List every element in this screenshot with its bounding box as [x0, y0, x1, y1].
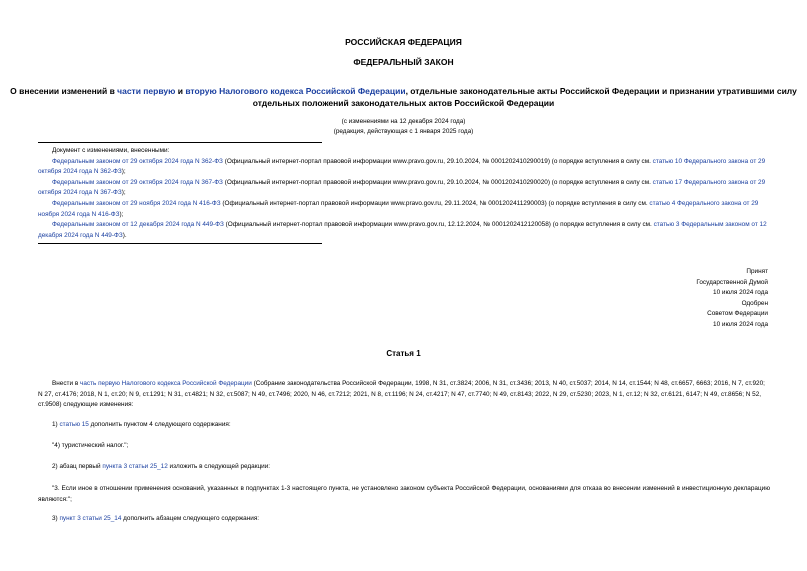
- changes-intro: Документ с изменениями, внесенными:: [52, 147, 170, 154]
- paragraph-text: дополнить абзацем следующего содержания:: [121, 515, 260, 522]
- divider-bottom: [38, 243, 322, 244]
- title-link-part-one[interactable]: части первую: [117, 86, 176, 96]
- change-item: [38, 157, 770, 178]
- change-text: (Официальный интернет-портал правовой информации www.pravo.gov.ru, 29.10.2024, № 0001202410290019) (о порядке вступления в силу см.: [222, 157, 653, 165]
- paragraph-text: 2) абзац первый: [52, 463, 103, 470]
- change-text: (Официальный интернет-портал правовой информации www.pravo.gov.ru, 12.12.2024, № 0001202412120058) (о порядке вступления в силу см.: [223, 221, 654, 229]
- paragraph-text: Внести в: [52, 380, 80, 387]
- article-25-12-link[interactable]: пункта 3 статьи 25_12: [102, 463, 168, 470]
- paragraph-text: 1): [52, 421, 60, 428]
- approved-date: 10 июля 2024 года: [713, 320, 768, 328]
- country-heading: РОССИЙСКАЯ ФЕДЕРАЦИЯ: [345, 37, 462, 47]
- change-article-link[interactable]: статью 10 Федерального закона от 29 октября 2024 года N 362-ФЗ: [38, 157, 766, 176]
- change-item: [38, 199, 770, 220]
- paragraph-text: 3): [52, 515, 60, 522]
- title-text-1: О внесении изменений в: [10, 86, 118, 96]
- paragraph-text: (Собрание законодательства Российской Федерации, 1998, N 31, ст.3824; 2006, N 31, ст.3436; 2013, N 40, ст.5037; 2014, N 14, ст.1544; N 48, ст.6657, 6663; 2016, N 7, ст.920; N 27, ст.4176; 2018, N 1, ст.20; N 9, ст.1291; N 31, ст.4821; N 32, ст.5087; N 49, ст.7496; 2020, N 46, ст.7212; 2021, N 8, ст.1196; N 24, ст.4217; N 47, ст.7740; N 49, ст.8143; 2022, N 29, ст.5230; 2023, N 1, ст.12; N 32, ст.6121, 6147; N 49, ст.8656; N 52, ст.9508) следующие изменения:: [38, 380, 765, 409]
- law-type-heading: ФЕДЕРАЛЬНЫЙ ЗАКОН: [353, 57, 454, 67]
- change-law-link[interactable]: Федеральным законом от 29 октября 2024 года N 367-ФЗ: [52, 178, 223, 186]
- change-item: [38, 178, 770, 199]
- article-paragraph: [38, 379, 770, 411]
- change-end: );: [121, 189, 126, 197]
- change-law-link[interactable]: Федеральным законом от 29 октября 2024 года N 362-ФЗ: [52, 157, 223, 165]
- edition-note: (редакция, действующая с 1 января 2025 года): [333, 128, 474, 135]
- paragraph-text: дополнить пунктом 4 следующего содержания:: [88, 421, 231, 428]
- adopted-by: Государственной Думой: [696, 278, 768, 286]
- approved-label: Одобрен: [741, 299, 768, 307]
- approved-by: Советом Федерации: [707, 310, 768, 318]
- article-paragraph: [38, 420, 784, 431]
- article-15-link[interactable]: статью 15: [59, 421, 89, 428]
- change-article-link[interactable]: статью 4 Федерального закона от 29 ноября 2024 года N 416-ФЗ: [38, 199, 759, 218]
- article-paragraph: "3. Если иное в отношении применения оснований, указанных в подпунктах 1-3 настоящего пункта, не установлено законом субъекта Российской Федерации, основаниями для отказа во внесении изменений в инвестиционную декларацию являются:";: [38, 485, 770, 503]
- title-text-2: и: [175, 86, 186, 96]
- change-item: [38, 220, 770, 241]
- article-25-14-link[interactable]: пункт 3 статьи 25_14: [59, 515, 122, 522]
- change-law-link[interactable]: Федеральным законом от 29 ноября 2024 года N 416-ФЗ: [52, 199, 221, 207]
- article-paragraph: "4) туристический налог.";: [52, 442, 129, 449]
- change-end: );: [121, 168, 126, 176]
- article-paragraph: [38, 462, 784, 473]
- title-text-3: , отдельные законодательные акты Российской Федерации и признании утратившими силу отдельных положений законодательных актов Российской Федерации: [252, 86, 797, 108]
- title-link-part-two[interactable]: вторую Налогового кодекса Российской Федерации: [185, 86, 406, 96]
- change-law-link[interactable]: Федеральным законом от 12 декабря 2024 года N 449-ФЗ: [52, 221, 224, 229]
- adoption-block: [696, 267, 768, 331]
- changes-block: [38, 146, 770, 241]
- adopted-label: Принят: [746, 268, 768, 275]
- divider-top: [38, 142, 322, 143]
- article-heading: Статья 1: [386, 349, 421, 358]
- paragraph-text: изложить в следующей редакции:: [167, 463, 271, 470]
- change-text: (Официальный интернет-портал правовой информации www.pravo.gov.ru, 29.11.2024, № 0001202411290003) (о порядке вступления в силу см.: [220, 199, 650, 207]
- law-title: [0, 86, 807, 109]
- article-paragraph: [38, 514, 784, 525]
- tax-code-link[interactable]: часть первую Налогового кодекса Российской Федерации: [79, 380, 252, 387]
- changes-note: (с изменениями на 12 декабря 2024 года): [341, 118, 466, 125]
- adopted-date: 10 июля 2024 года: [713, 289, 768, 297]
- change-article-link[interactable]: статью 17 Федерального закона от 29 октября 2024 года N 367-ФЗ: [38, 178, 766, 197]
- change-end: );: [119, 210, 124, 218]
- change-end: ).: [122, 231, 127, 239]
- change-article-link[interactable]: статью 3 Федеральным законом от 12 декабря 2024 года N 449-ФЗ: [38, 221, 767, 239]
- change-text: (Официальный интернет-портал правовой информации www.pravo.gov.ru, 29.10.2024, № 0001202410290020) (о порядке вступления в силу см.: [222, 178, 653, 186]
